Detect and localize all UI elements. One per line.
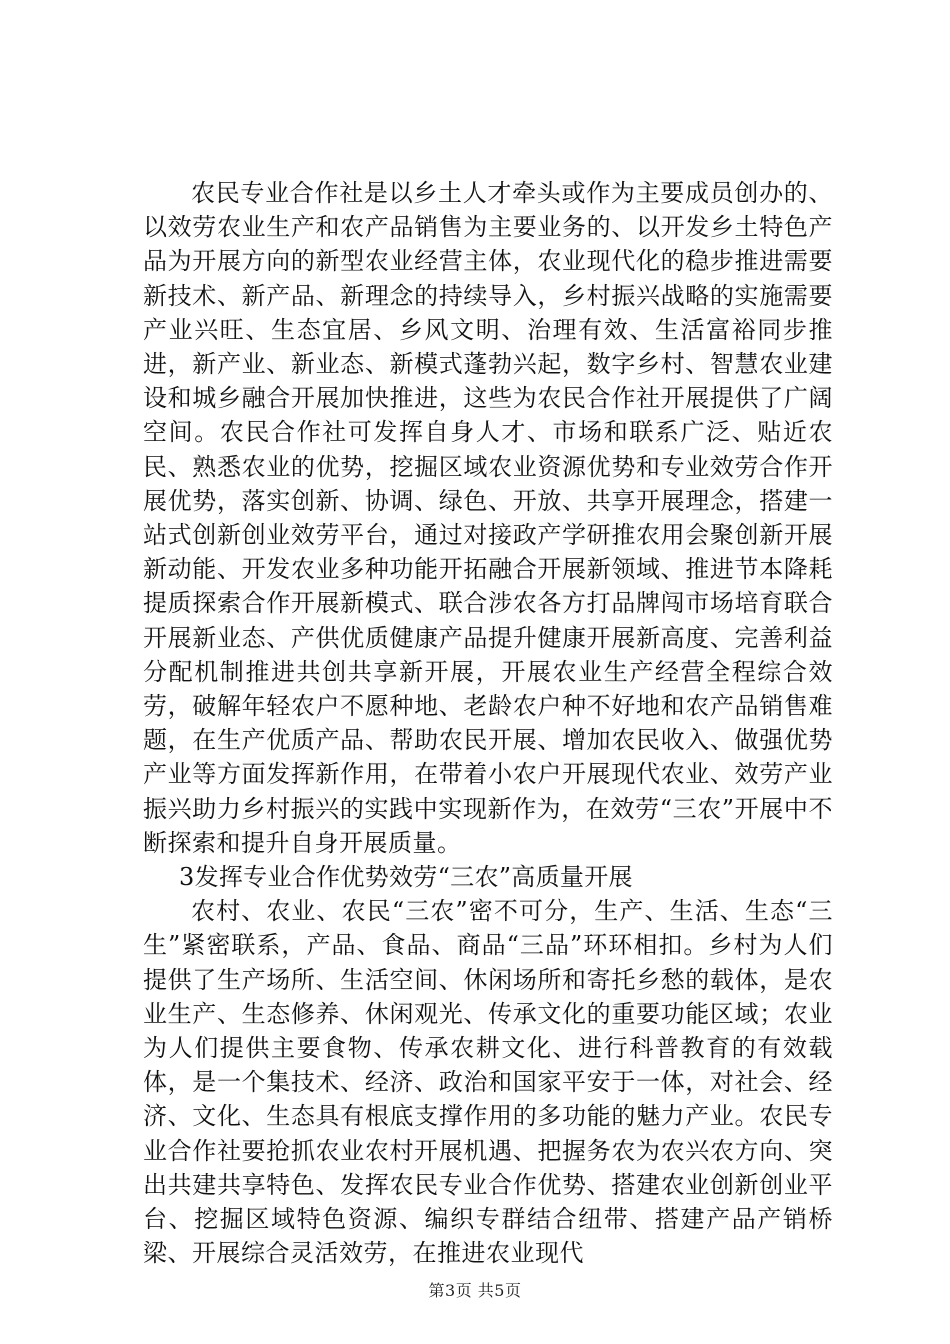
section-heading: 3发挥专业合作优势效劳“三农”高质量开展 bbox=[179, 863, 633, 892]
page-footer: 第3页 共5页 bbox=[428, 1281, 522, 1300]
paragraph-cooperative-role: 农民专业合作社是以乡土人才牵头或作为主要成员创办的、以效劳农业生产和农产品销售为主要业务的、以开发乡土特色产品为开展方向的新型农业经营主体，农业现代化的稳步推进需要新技术、新产品、新理念的持续导入，乡村振兴战略的实施需要产业兴旺、生态宜居、乡风文明、治理有效、生活富裕同步推进，新产业、新业态、新模式蓬勃兴起，数字乡村、智慧农业建设和城乡融合开展加快推进，这些为农民合作社开展提供了广阔空间。农民合作社可发挥自身人才、市场和联系广泛、贴近农民、熟悉农业的优势，挖掘区域农业资源优势和专业效劳合作开展优势，落实创新、协调、绿色、开放、共享开展理念，搭建一站式创新创业效劳平台，通过对接政产学研推农用会聚创新开展新动能、开发农业多种功能开拓融合开展新领域、推进节本降耗提质探索合作开展新模式、联合涉农各方打品牌闯市场培育联合开展新业态、产供优质健康产品提升健康开展新高度、完善利益分配机制推进共创共享新开展，开展农业生产经营全程综合效劳，破解年轻农户不愿种地、老龄农户种不好地和农产品销售难题，在生产优质产品、帮助农民开展、增加农民收入、做强优势产业等方面发挥新作用，在带着小农户开展现代农业、效劳产业振兴助力乡村振兴的实践中实现新作为，在效劳“三农”开展中不断探索和提升自身开展质量。 bbox=[143, 179, 833, 857]
document-body bbox=[143, 176, 833, 1271]
paragraph-three-rural: 农村、农业、农民“三农”密不可分，生产、生活、生态“三生”紧密联系，产品、食品、商品“三品”环环相扣。乡村为人们提供了生产场所、生活空间、休闲场所和寄托乡愁的载体，是农业生产、生态修养、休闲观光、传承文化的重要功能区域；农业为人们提供主要食物、传承农耕文化、进行科普教育的有效载体，是一个集技术、经济、政治和国家平安于一体，对社会、经济、文化、生态具有根底支撑作用的多功能的魅力产业。农民专业合作社要抢抓农业农村开展机遇、把握务农为农兴农方向、突出共建共享特色、发挥农民专业合作优势、搭建农业创新创业平台、挖掘区域特色资源、编织专群结合纽带、搭建产品产销桥梁、开展综合灵活效劳，在推进农业现代 bbox=[143, 897, 833, 1268]
